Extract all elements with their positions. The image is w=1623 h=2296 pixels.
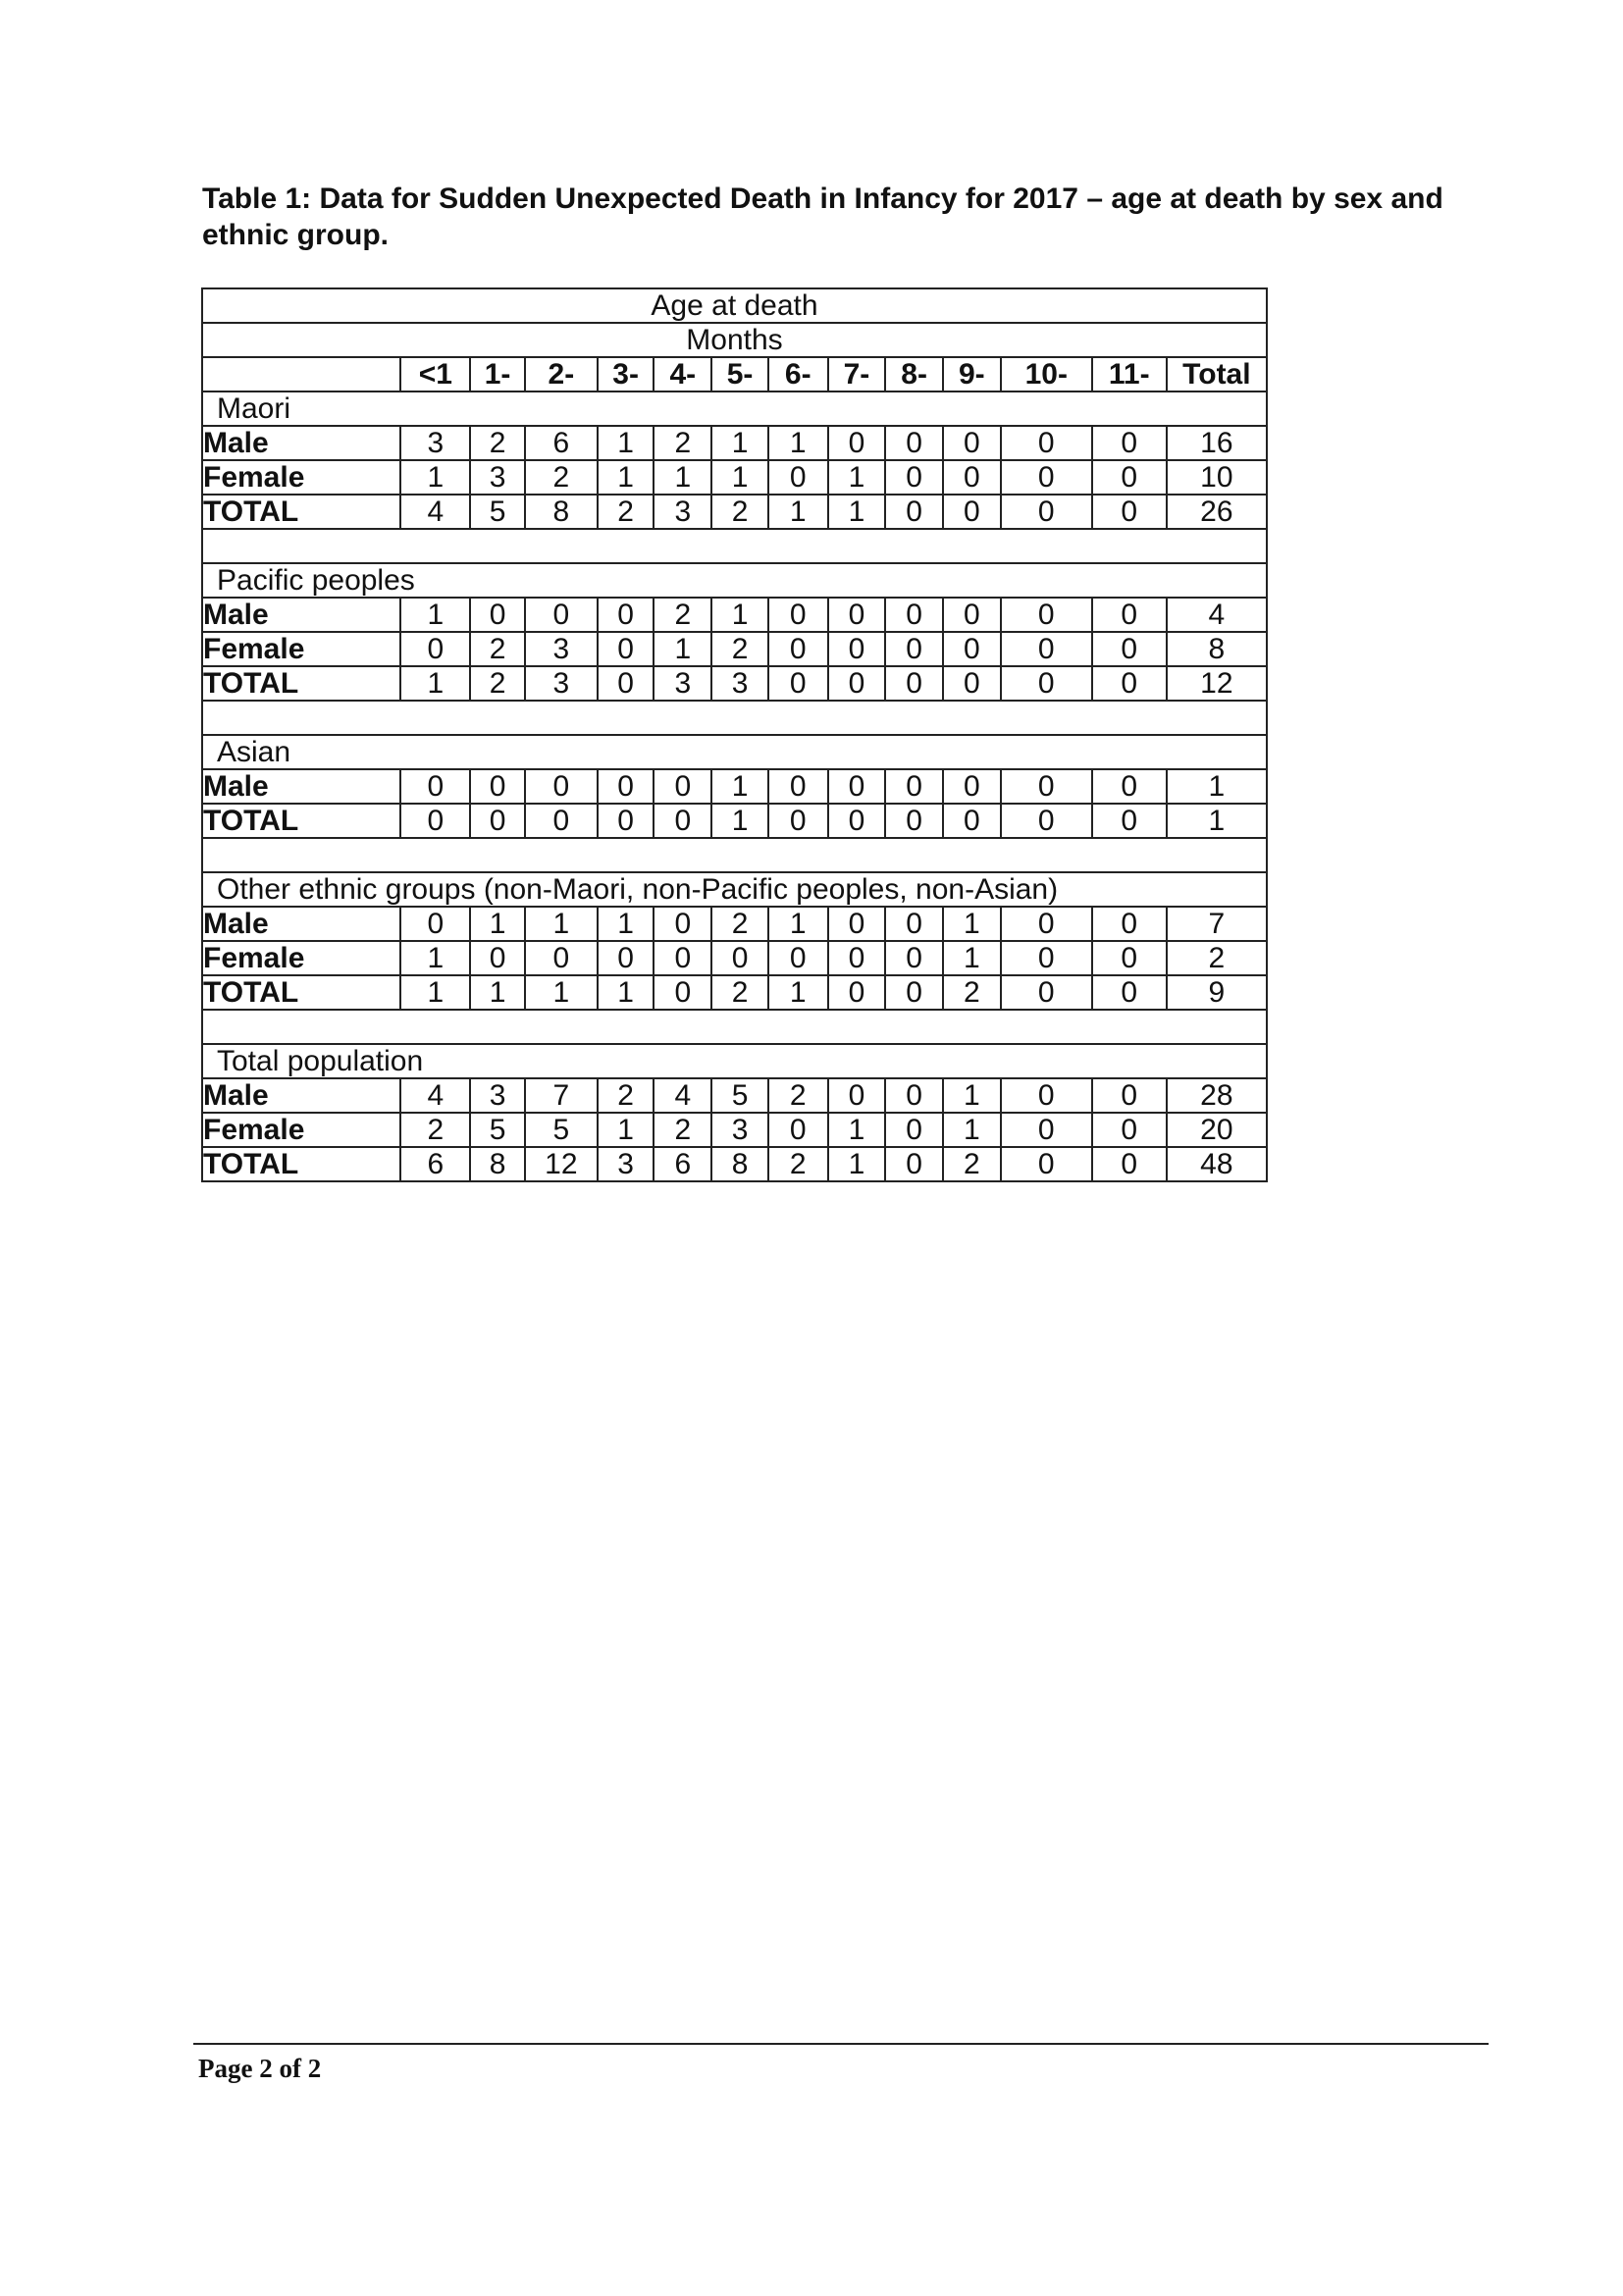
table-cell: 0	[1001, 598, 1092, 632]
page-number: Page 2 of 2	[198, 2054, 322, 2083]
table-cell: 0	[828, 769, 886, 804]
table-cell: 2	[768, 1078, 828, 1113]
table-cell: 0	[885, 1113, 943, 1147]
table-cell: 8	[711, 1147, 768, 1181]
table-row	[202, 1113, 1267, 1147]
table-cell: 5	[525, 1113, 598, 1147]
table-cell: 0	[1001, 495, 1092, 529]
table-cell: 1	[598, 1113, 654, 1147]
table-cell: 0	[885, 632, 943, 666]
table-cell: 10	[1167, 460, 1267, 495]
table-cell: 0	[943, 632, 1001, 666]
table-cell: 0	[768, 769, 828, 804]
table-cell: 0	[1001, 460, 1092, 495]
row-label: Male	[202, 1078, 400, 1113]
table-cell: 0	[470, 598, 525, 632]
table-cell: 0	[1092, 666, 1167, 701]
table-cell: 1	[711, 460, 768, 495]
table-cell: 0	[400, 907, 470, 941]
table-cell: 3	[470, 460, 525, 495]
table-cell: 0	[943, 460, 1001, 495]
table-cell: 0	[654, 907, 711, 941]
table-cell: 0	[1092, 598, 1167, 632]
table-cell: 2	[470, 426, 525, 460]
row-label: Male	[202, 769, 400, 804]
table-cell: 1	[400, 975, 470, 1010]
header-age-at-death: Age at death	[202, 288, 1267, 323]
table-cell: 2	[525, 460, 598, 495]
row-label: TOTAL	[202, 804, 400, 838]
table-cell: 2	[654, 426, 711, 460]
row-label: Female	[202, 941, 400, 975]
table-row	[202, 598, 1267, 632]
table-cell: 1	[828, 495, 886, 529]
table-cell: 1	[525, 907, 598, 941]
table-cell: 0	[1001, 666, 1092, 701]
table-row	[202, 632, 1267, 666]
table-cell: 0	[598, 632, 654, 666]
table-cell: 0	[1092, 769, 1167, 804]
table-cell: 2	[711, 632, 768, 666]
table-cell: 7	[525, 1078, 598, 1113]
spacer-row	[202, 1010, 1267, 1044]
table-cell: 0	[768, 666, 828, 701]
section-title: Total population	[202, 1044, 1267, 1078]
table-cell: 0	[828, 666, 886, 701]
table-cell: 1	[768, 907, 828, 941]
table-cell: 5	[711, 1078, 768, 1113]
table-cell: 0	[1001, 426, 1092, 460]
table-cell: 0	[654, 975, 711, 1010]
column-header: 3-	[598, 357, 654, 391]
table-cell: 1	[828, 1113, 886, 1147]
spacer-row	[202, 838, 1267, 872]
table-cell: 0	[768, 1113, 828, 1147]
table-cell: 0	[828, 941, 886, 975]
table-cell: 0	[828, 426, 886, 460]
table-cell: 0	[1092, 804, 1167, 838]
table-cell: 1	[1167, 804, 1267, 838]
table-cell: 0	[885, 769, 943, 804]
row-label: Female	[202, 632, 400, 666]
column-header: 5-	[711, 357, 768, 391]
table-row	[202, 941, 1267, 975]
column-header: 8-	[885, 357, 943, 391]
table-title: Table 1: Data for Sudden Unexpected Death in Infancy for 2017 – age at death by sex and ethnic group.	[202, 183, 1443, 251]
table-cell: 1	[943, 1113, 1001, 1147]
table-cell: 3	[711, 1113, 768, 1147]
row-label: TOTAL	[202, 495, 400, 529]
table-cell: 0	[1001, 1147, 1092, 1181]
table-cell: 0	[654, 941, 711, 975]
table-cell: 0	[1092, 1078, 1167, 1113]
table-cell: 0	[598, 804, 654, 838]
table-cell: 2	[598, 1078, 654, 1113]
column-header: Total	[1167, 357, 1267, 391]
table-cell: 1	[768, 975, 828, 1010]
table-cell: 0	[943, 426, 1001, 460]
table-cell: 0	[768, 804, 828, 838]
table-cell: 0	[828, 804, 886, 838]
table-cell: 2	[400, 1113, 470, 1147]
table-cell: 0	[885, 907, 943, 941]
table-cell: 3	[654, 495, 711, 529]
table-cell: 1	[598, 907, 654, 941]
footer-divider	[193, 2043, 1489, 2045]
section-title: Maori	[202, 391, 1267, 426]
table-cell: 1	[943, 907, 1001, 941]
table-cell: 0	[1001, 907, 1092, 941]
table-cell: 1	[400, 598, 470, 632]
table-cell: 0	[1092, 1147, 1167, 1181]
table-cell: 1	[470, 975, 525, 1010]
spacer-cell	[202, 1010, 1267, 1044]
column-header-blank	[202, 357, 400, 391]
table-cell: 48	[1167, 1147, 1267, 1181]
table-cell: 1	[768, 426, 828, 460]
table-cell: 2	[711, 907, 768, 941]
table-cell: 1	[711, 769, 768, 804]
column-header: <1	[400, 357, 470, 391]
table-cell: 0	[1092, 907, 1167, 941]
table-cell: 0	[943, 598, 1001, 632]
table-cell: 0	[598, 666, 654, 701]
table-row	[202, 975, 1267, 1010]
table-cell: 0	[943, 495, 1001, 529]
table-cell: 0	[470, 804, 525, 838]
table-cell: 0	[654, 769, 711, 804]
table-cell: 1	[470, 907, 525, 941]
column-header: 6-	[768, 357, 828, 391]
table-cell: 0	[885, 426, 943, 460]
table-cell: 0	[768, 598, 828, 632]
table-cell: 0	[1092, 975, 1167, 1010]
table-cell: 0	[711, 941, 768, 975]
table-cell: 0	[654, 804, 711, 838]
column-header: 10-	[1001, 357, 1092, 391]
table-cell: 2	[470, 666, 525, 701]
table-cell: 0	[1092, 460, 1167, 495]
table-cell: 3	[525, 632, 598, 666]
table-cell: 0	[598, 598, 654, 632]
table-cell: 0	[768, 460, 828, 495]
table-cell: 1	[598, 426, 654, 460]
table-cell: 0	[828, 598, 886, 632]
table-cell: 0	[943, 666, 1001, 701]
table-cell: 20	[1167, 1113, 1267, 1147]
spacer-cell	[202, 529, 1267, 563]
table-cell: 0	[828, 632, 886, 666]
table-cell: 16	[1167, 426, 1267, 460]
table-cell: 28	[1167, 1078, 1267, 1113]
column-header: 4-	[654, 357, 711, 391]
table-cell: 0	[885, 1078, 943, 1113]
table-cell: 1	[400, 941, 470, 975]
table-cell: 0	[1001, 1078, 1092, 1113]
table-cell: 0	[885, 975, 943, 1010]
spacer-cell	[202, 838, 1267, 872]
row-label: Female	[202, 460, 400, 495]
table-cell: 0	[598, 941, 654, 975]
table-cell: 26	[1167, 495, 1267, 529]
spacer-row	[202, 529, 1267, 563]
table-row	[202, 769, 1267, 804]
table-cell: 4	[1167, 598, 1267, 632]
table-cell: 0	[598, 769, 654, 804]
table-cell: 0	[525, 804, 598, 838]
table-cell: 0	[400, 769, 470, 804]
table-cell: 3	[470, 1078, 525, 1113]
table-cell: 0	[1001, 941, 1092, 975]
table-cell: 1	[711, 426, 768, 460]
spacer-row	[202, 701, 1267, 735]
table-cell: 2	[470, 632, 525, 666]
row-label: Female	[202, 1113, 400, 1147]
table-cell: 1	[943, 1078, 1001, 1113]
table-cell: 5	[470, 1113, 525, 1147]
table-cell: 0	[1092, 495, 1167, 529]
table-cell: 3	[525, 666, 598, 701]
section-header-row	[202, 1044, 1267, 1078]
table-cell: 0	[1001, 975, 1092, 1010]
table-cell: 1	[598, 460, 654, 495]
table-cell: 0	[1001, 1113, 1092, 1147]
table-cell: 0	[885, 460, 943, 495]
table-row	[202, 1147, 1267, 1181]
table-cell: 1	[654, 460, 711, 495]
table-cell: 0	[885, 941, 943, 975]
table-cell: 5	[470, 495, 525, 529]
table-cell: 0	[470, 941, 525, 975]
table-cell: 0	[943, 769, 1001, 804]
table-cell: 1	[1167, 769, 1267, 804]
table-cell: 6	[525, 426, 598, 460]
table-cell: 9	[1167, 975, 1267, 1010]
row-label: TOTAL	[202, 1147, 400, 1181]
table-cell: 2	[654, 1113, 711, 1147]
table-cell: 1	[525, 975, 598, 1010]
column-header-row	[202, 357, 1267, 391]
table-cell: 8	[470, 1147, 525, 1181]
table-cell: 2	[654, 598, 711, 632]
column-header: 7-	[828, 357, 886, 391]
table-row	[202, 426, 1267, 460]
table-cell: 0	[525, 769, 598, 804]
table-cell: 4	[400, 495, 470, 529]
table-cell: 1	[598, 975, 654, 1010]
table-cell: 2	[768, 1147, 828, 1181]
column-header: 9-	[943, 357, 1001, 391]
header-months: Months	[202, 323, 1267, 357]
table-cell: 4	[400, 1078, 470, 1113]
table-cell: 1	[654, 632, 711, 666]
table-cell: 1	[711, 804, 768, 838]
table-cell: 1	[400, 460, 470, 495]
section-header-row	[202, 391, 1267, 426]
table-cell: 8	[525, 495, 598, 529]
header-row-age	[202, 288, 1267, 323]
table-cell: 8	[1167, 632, 1267, 666]
table-cell: 0	[943, 804, 1001, 838]
table-cell: 0	[1001, 804, 1092, 838]
table-cell: 0	[1092, 941, 1167, 975]
row-label: TOTAL	[202, 666, 400, 701]
table-cell: 1	[400, 666, 470, 701]
table-cell: 3	[711, 666, 768, 701]
table-row	[202, 907, 1267, 941]
section-header-row	[202, 735, 1267, 769]
table-row	[202, 1078, 1267, 1113]
header-row-months	[202, 323, 1267, 357]
table-cell: 1	[943, 941, 1001, 975]
table-cell: 3	[598, 1147, 654, 1181]
row-label: TOTAL	[202, 975, 400, 1010]
table-cell: 2	[711, 495, 768, 529]
table-row	[202, 460, 1267, 495]
table-cell: 6	[400, 1147, 470, 1181]
table-cell: 12	[1167, 666, 1267, 701]
column-header: 1-	[470, 357, 525, 391]
table-body	[202, 288, 1267, 1181]
section-title: Asian	[202, 735, 1267, 769]
table-cell: 0	[828, 907, 886, 941]
table-cell: 1	[828, 460, 886, 495]
table-row	[202, 666, 1267, 701]
table-cell: 0	[885, 495, 943, 529]
table-cell: 0	[768, 941, 828, 975]
table-cell: 0	[828, 975, 886, 1010]
table-cell: 12	[525, 1147, 598, 1181]
row-label: Male	[202, 426, 400, 460]
row-label: Male	[202, 907, 400, 941]
table-cell: 0	[885, 598, 943, 632]
table-cell: 0	[1001, 769, 1092, 804]
table-cell: 3	[654, 666, 711, 701]
section-title: Other ethnic groups (non-Maori, non-Pacific peoples, non-Asian)	[202, 872, 1267, 907]
table-cell: 2	[943, 975, 1001, 1010]
table-cell: 0	[885, 1147, 943, 1181]
table-row	[202, 804, 1267, 838]
table-cell: 1	[711, 598, 768, 632]
table-cell: 0	[1092, 1113, 1167, 1147]
column-header: 11-	[1092, 357, 1167, 391]
table-cell: 0	[828, 1078, 886, 1113]
table-cell: 0	[1092, 632, 1167, 666]
table-cell: 2	[598, 495, 654, 529]
table-cell: 1	[828, 1147, 886, 1181]
table-cell: 2	[943, 1147, 1001, 1181]
section-header-row	[202, 872, 1267, 907]
table-cell: 1	[768, 495, 828, 529]
column-header: 2-	[525, 357, 598, 391]
table-cell: 0	[470, 769, 525, 804]
section-title: Pacific peoples	[202, 563, 1267, 598]
table-cell: 0	[885, 666, 943, 701]
table-cell: 6	[654, 1147, 711, 1181]
table-cell: 0	[768, 632, 828, 666]
table-cell: 3	[400, 426, 470, 460]
spacer-cell	[202, 701, 1267, 735]
table-cell: 2	[711, 975, 768, 1010]
table-row	[202, 495, 1267, 529]
table-cell: 0	[1001, 632, 1092, 666]
table-cell: 0	[400, 804, 470, 838]
table-cell: 0	[525, 598, 598, 632]
table-cell: 0	[525, 941, 598, 975]
table-cell: 0	[400, 632, 470, 666]
row-label: Male	[202, 598, 400, 632]
table-cell: 7	[1167, 907, 1267, 941]
section-header-row	[202, 563, 1267, 598]
table-cell: 0	[1092, 426, 1167, 460]
table-cell: 2	[1167, 941, 1267, 975]
table-cell: 0	[885, 804, 943, 838]
table-cell: 4	[654, 1078, 711, 1113]
sudi-data-table	[201, 287, 1268, 1182]
